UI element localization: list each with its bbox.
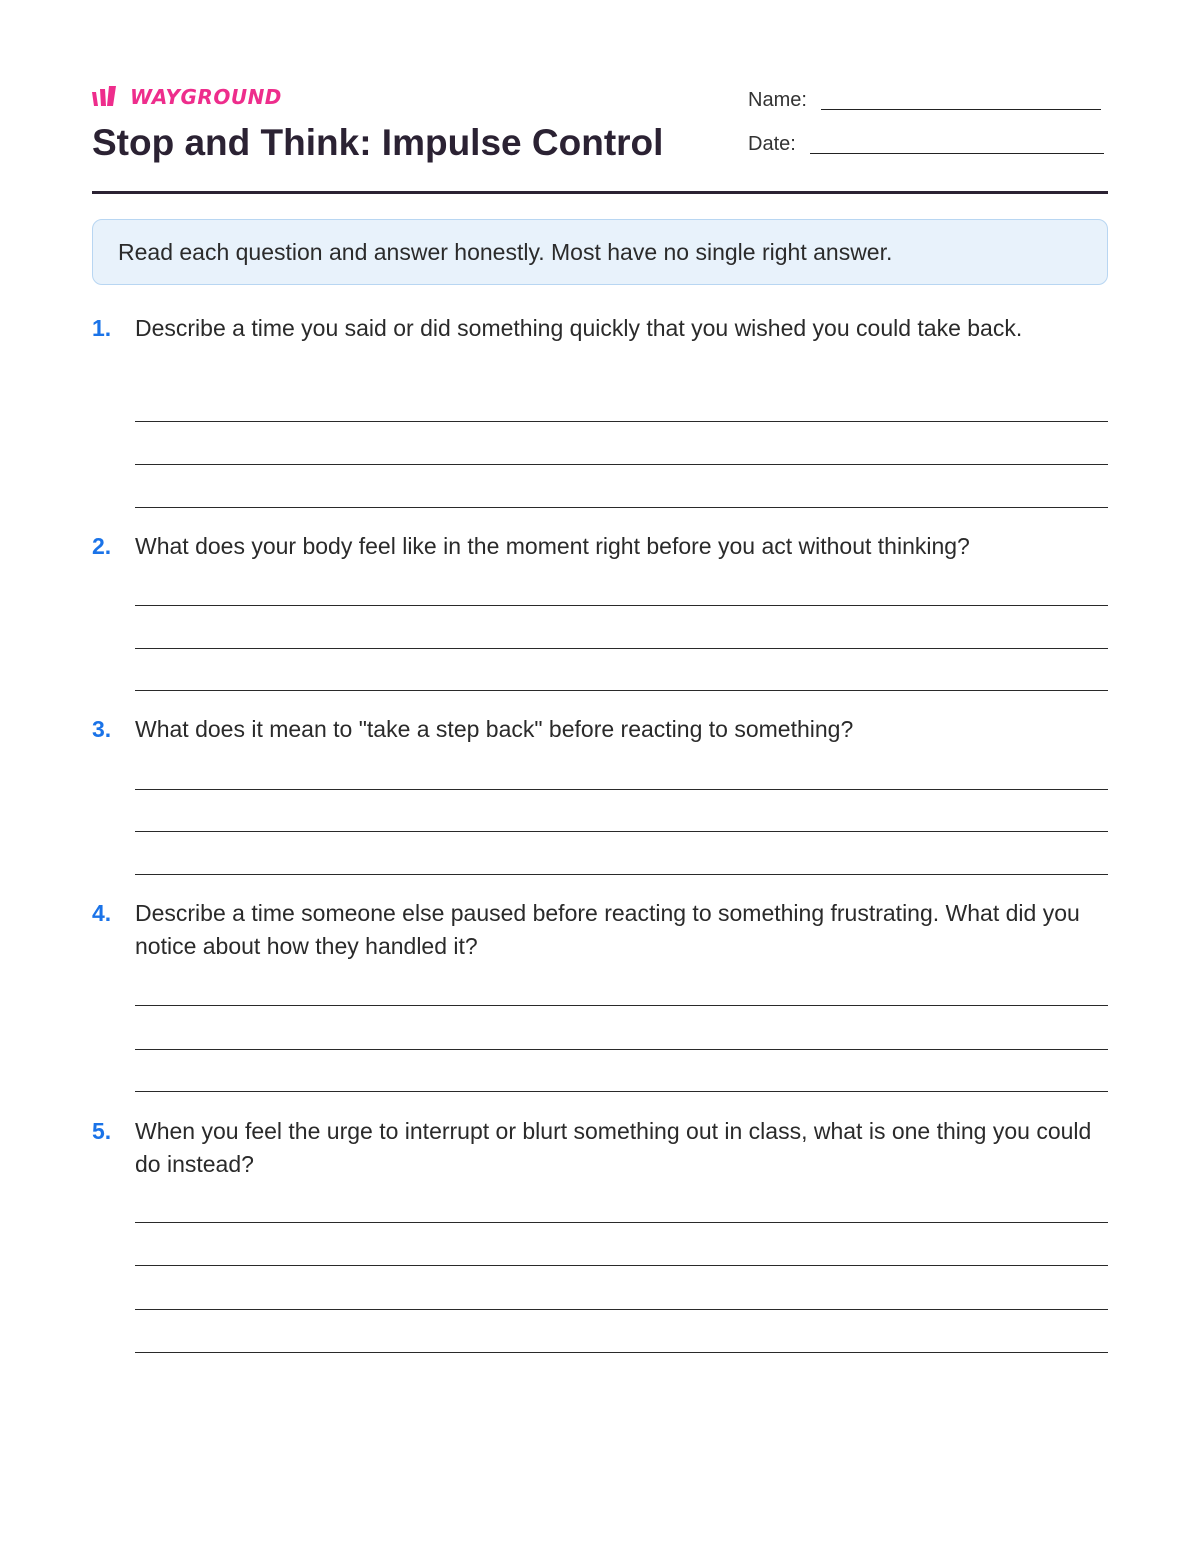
answer-line[interactable]	[135, 507, 1108, 508]
answer-line[interactable]	[135, 690, 1108, 691]
name-label: Name:	[748, 89, 807, 111]
answer-line[interactable]	[135, 1309, 1108, 1310]
wayground-logo-icon	[92, 86, 126, 108]
page-title: Stop and Think: Impulse Control	[92, 122, 664, 163]
question-text: Describe a time you said or did something quickly that you wished you could take back.	[135, 315, 1023, 341]
answer-line[interactable]	[135, 1265, 1108, 1266]
name-field[interactable]	[748, 90, 1101, 110]
answer-line[interactable]	[135, 1222, 1108, 1223]
answer-line[interactable]	[135, 1352, 1108, 1353]
date-input-line[interactable]	[810, 153, 1104, 154]
answer-line[interactable]	[135, 464, 1108, 465]
question-number: 1.	[92, 315, 112, 341]
question-number: 5.	[92, 1118, 112, 1144]
header-divider	[92, 191, 1108, 194]
question-number: 2.	[92, 533, 112, 559]
answer-line[interactable]	[135, 1005, 1108, 1006]
instructions-box	[92, 219, 1108, 285]
answer-line[interactable]	[135, 831, 1108, 832]
brand-logo	[92, 86, 282, 108]
answer-line[interactable]	[135, 1049, 1108, 1050]
instructions-text: Read each question and answer honestly. Most have no single right answer.	[118, 238, 893, 265]
date-field[interactable]	[748, 134, 1104, 154]
question-text: What does it mean to "take a step back" before reacting to something?	[135, 716, 854, 742]
question-number: 3.	[92, 716, 112, 742]
answer-line[interactable]	[135, 789, 1108, 790]
question-text: Describe a time someone else paused before reacting to something frustrating. What did you notice about how they handled it?	[135, 900, 1080, 959]
question-text: What does your body feel like in the moment right before you act without thinking?	[135, 533, 970, 559]
answer-line[interactable]	[135, 421, 1108, 422]
answer-line[interactable]	[135, 648, 1108, 649]
answer-line[interactable]	[135, 605, 1108, 606]
answer-line[interactable]	[135, 1091, 1108, 1092]
question-number: 4.	[92, 900, 112, 926]
question-text: When you feel the urge to interrupt or blurt something out in class, what is one thing you could do instead?	[135, 1118, 1092, 1177]
answer-line[interactable]	[135, 874, 1108, 875]
brand-name: WAYGROUND	[130, 85, 282, 109]
date-label: Date:	[748, 133, 796, 155]
name-input-line[interactable]	[821, 109, 1101, 110]
